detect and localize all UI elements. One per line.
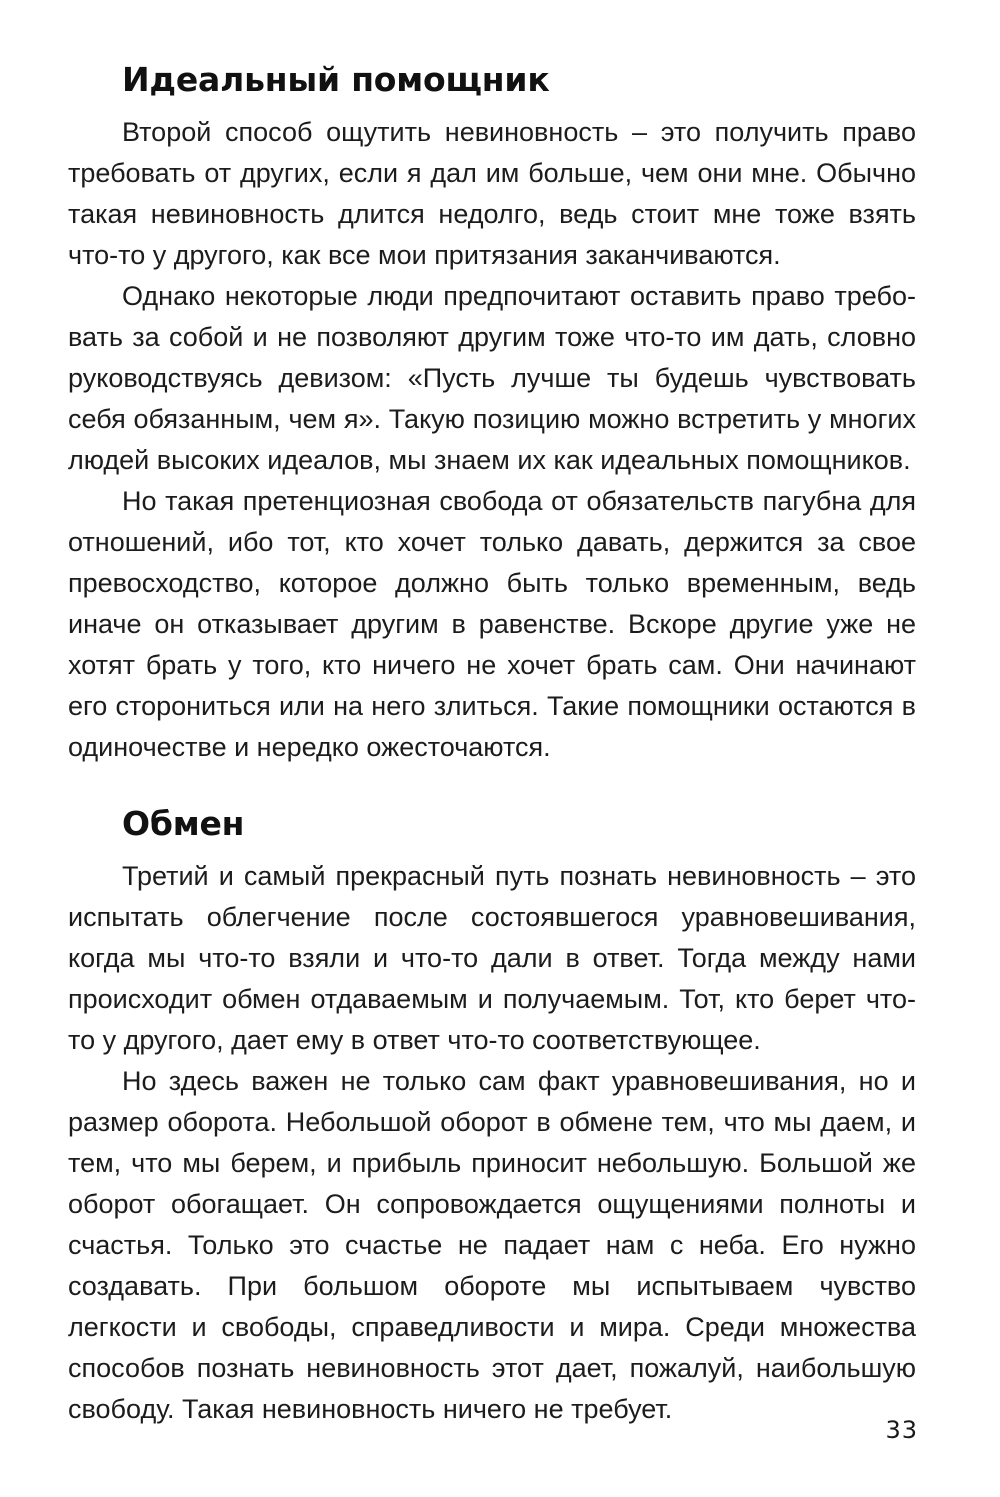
paragraph: Но такая претенциозная свобода от обязательств пагубна для отношений, ибо тот, кто хочет только давать, держится за свое превосходство, которое должно быть только временным, ведь иначе он отказывает другим в равенстве. Вскоре другие уже не хотят брать у того, кто ничего не хочет брать сам. Они начинают его сторониться или на него злиться. Такие помощники остаются в одиночестве и нередко ожесточаются. (68, 486, 916, 762)
paragraph: Однако некоторые люди предпочитают оставить право требовать за собой и не позволяют другим тоже что-то им дать, словно руководствуясь девизом: «Пусть лучше ты будешь чувствовать себя обязанным, чем я». Такую позицию можно встретить у многих людей высоких идеалов, мы знаем их как идеальных помощников. (68, 281, 916, 475)
section-heading-exchange: Обмен (122, 804, 245, 843)
page-content (68, 56, 916, 1430)
section-heading-ideal-helper: Идеальный помощник (122, 60, 550, 99)
page-number: 33 (885, 1416, 918, 1444)
paragraph: Третий и самый прекрасный путь познать невиновность – это испытать облегчение после состоявшегося уравновешивания, когда мы что-то взяли и что-то дали в ответ. Тогда между нами происходит обмен отдаваемым и получаемым. Тот, кто берет что-то у другого, дает ему в ответ что-то соответствующее. (68, 861, 916, 1055)
paragraph: Но здесь важен не только сам факт уравновешивания, но и размер оборота. Небольшой оборот в обмене тем, что мы даем, и тем, что мы берем, и прибыль приносит небольшую. Большой же оборот обогащает. Он сопровождается ощущениями полноты и счастья. Только это счастье не падает нам с неба. Его нужно создавать. При большом обороте мы испытываем чувство легкости и свободы, справедливости и мира. Среди множества способов познать невиновность этот дает, пожалуй, наибольшую свободу. Такая невиновность ничего не требует. (68, 1066, 916, 1424)
paragraph: Второй способ ощутить невиновность – это получить право требовать от других, если я дал им больше, чем они мне. Обычно такая невиновность длится недолго, ведь стоит мне тоже взять что-то у другого, как все мои притязания заканчиваются. (68, 117, 916, 270)
